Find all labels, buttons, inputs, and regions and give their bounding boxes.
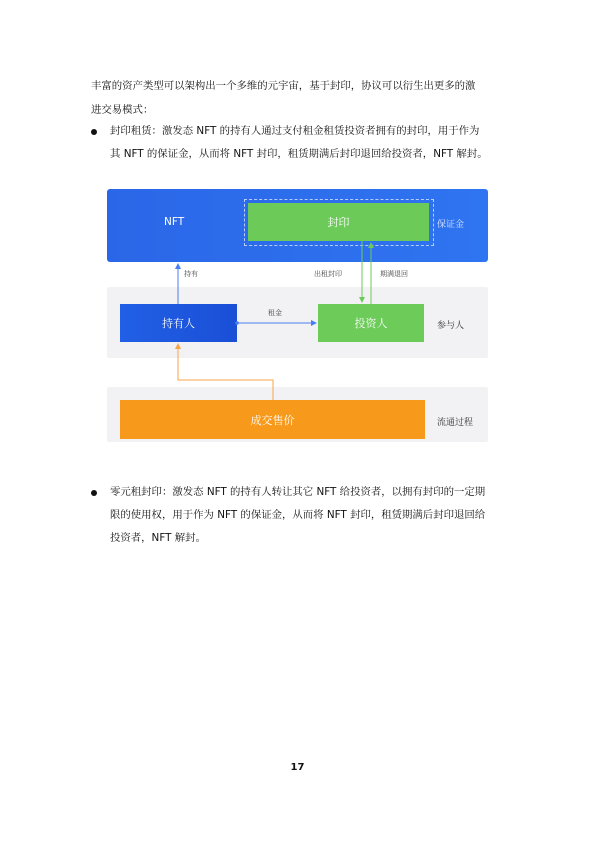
flow-label: 流通过程 — [437, 418, 474, 428]
arrow-return-label: 期满退回 — [380, 270, 408, 278]
seal-rental-diagram — [107, 189, 488, 442]
arrow-rent-origin — [235, 321, 239, 325]
bullet-2-line-1: 零元租封印：激发态 NFT 的持有人转让其它 NFT 给投资者，以拥有封印的一定期 — [110, 486, 486, 498]
bullet-2-line-3: 投资者，NFT 解封。 — [110, 532, 206, 544]
arrow-price — [178, 344, 273, 400]
arrow-rent-label: 租金 — [268, 309, 282, 317]
bullet-icon — [91, 129, 97, 135]
bullet-2-line-2: 限的使用权，用于作为 NFT 的保证金，从而将 NFT 封印，租赁期满后封印退回给 — [110, 509, 486, 521]
deposit-label: 保证金 — [437, 220, 465, 230]
seal-box: 封印 — [248, 203, 429, 241]
price-box: 成交售价 — [120, 400, 425, 439]
diagram-arrows — [107, 189, 488, 442]
bullet-icon — [91, 490, 97, 496]
participant-label: 参与人 — [437, 321, 465, 331]
arrow-rent-seal-label: 出租封印 — [314, 270, 342, 278]
bullet-1-line-2: 其 NFT 的保证金，从而将 NFT 封印，租赁期满后封印退回给投资者，NFT 解封。 — [110, 148, 488, 160]
page-number: 17 — [290, 762, 305, 773]
nft-label: NFT — [164, 216, 185, 228]
bullet-zero-rent — [91, 481, 521, 550]
arrow-hold-label: 持有 — [184, 270, 198, 278]
intro-line-2: 进交易模式： — [91, 104, 154, 116]
bullet-1-line-1: 封印租赁：激发态 NFT 的持有人通过支付租金租赁投资者拥有的封印，用于作为 — [110, 125, 480, 137]
bullet-seal-rental — [91, 120, 521, 166]
investor-box: 投资人 — [318, 304, 424, 342]
intro-paragraph — [91, 74, 521, 122]
intro-line-1: 丰富的资产类型可以架构出一个多维的元宇宙，基于封印，协议可以衍生出更多的激 — [91, 80, 476, 92]
holder-box: 持有人 — [120, 304, 237, 342]
